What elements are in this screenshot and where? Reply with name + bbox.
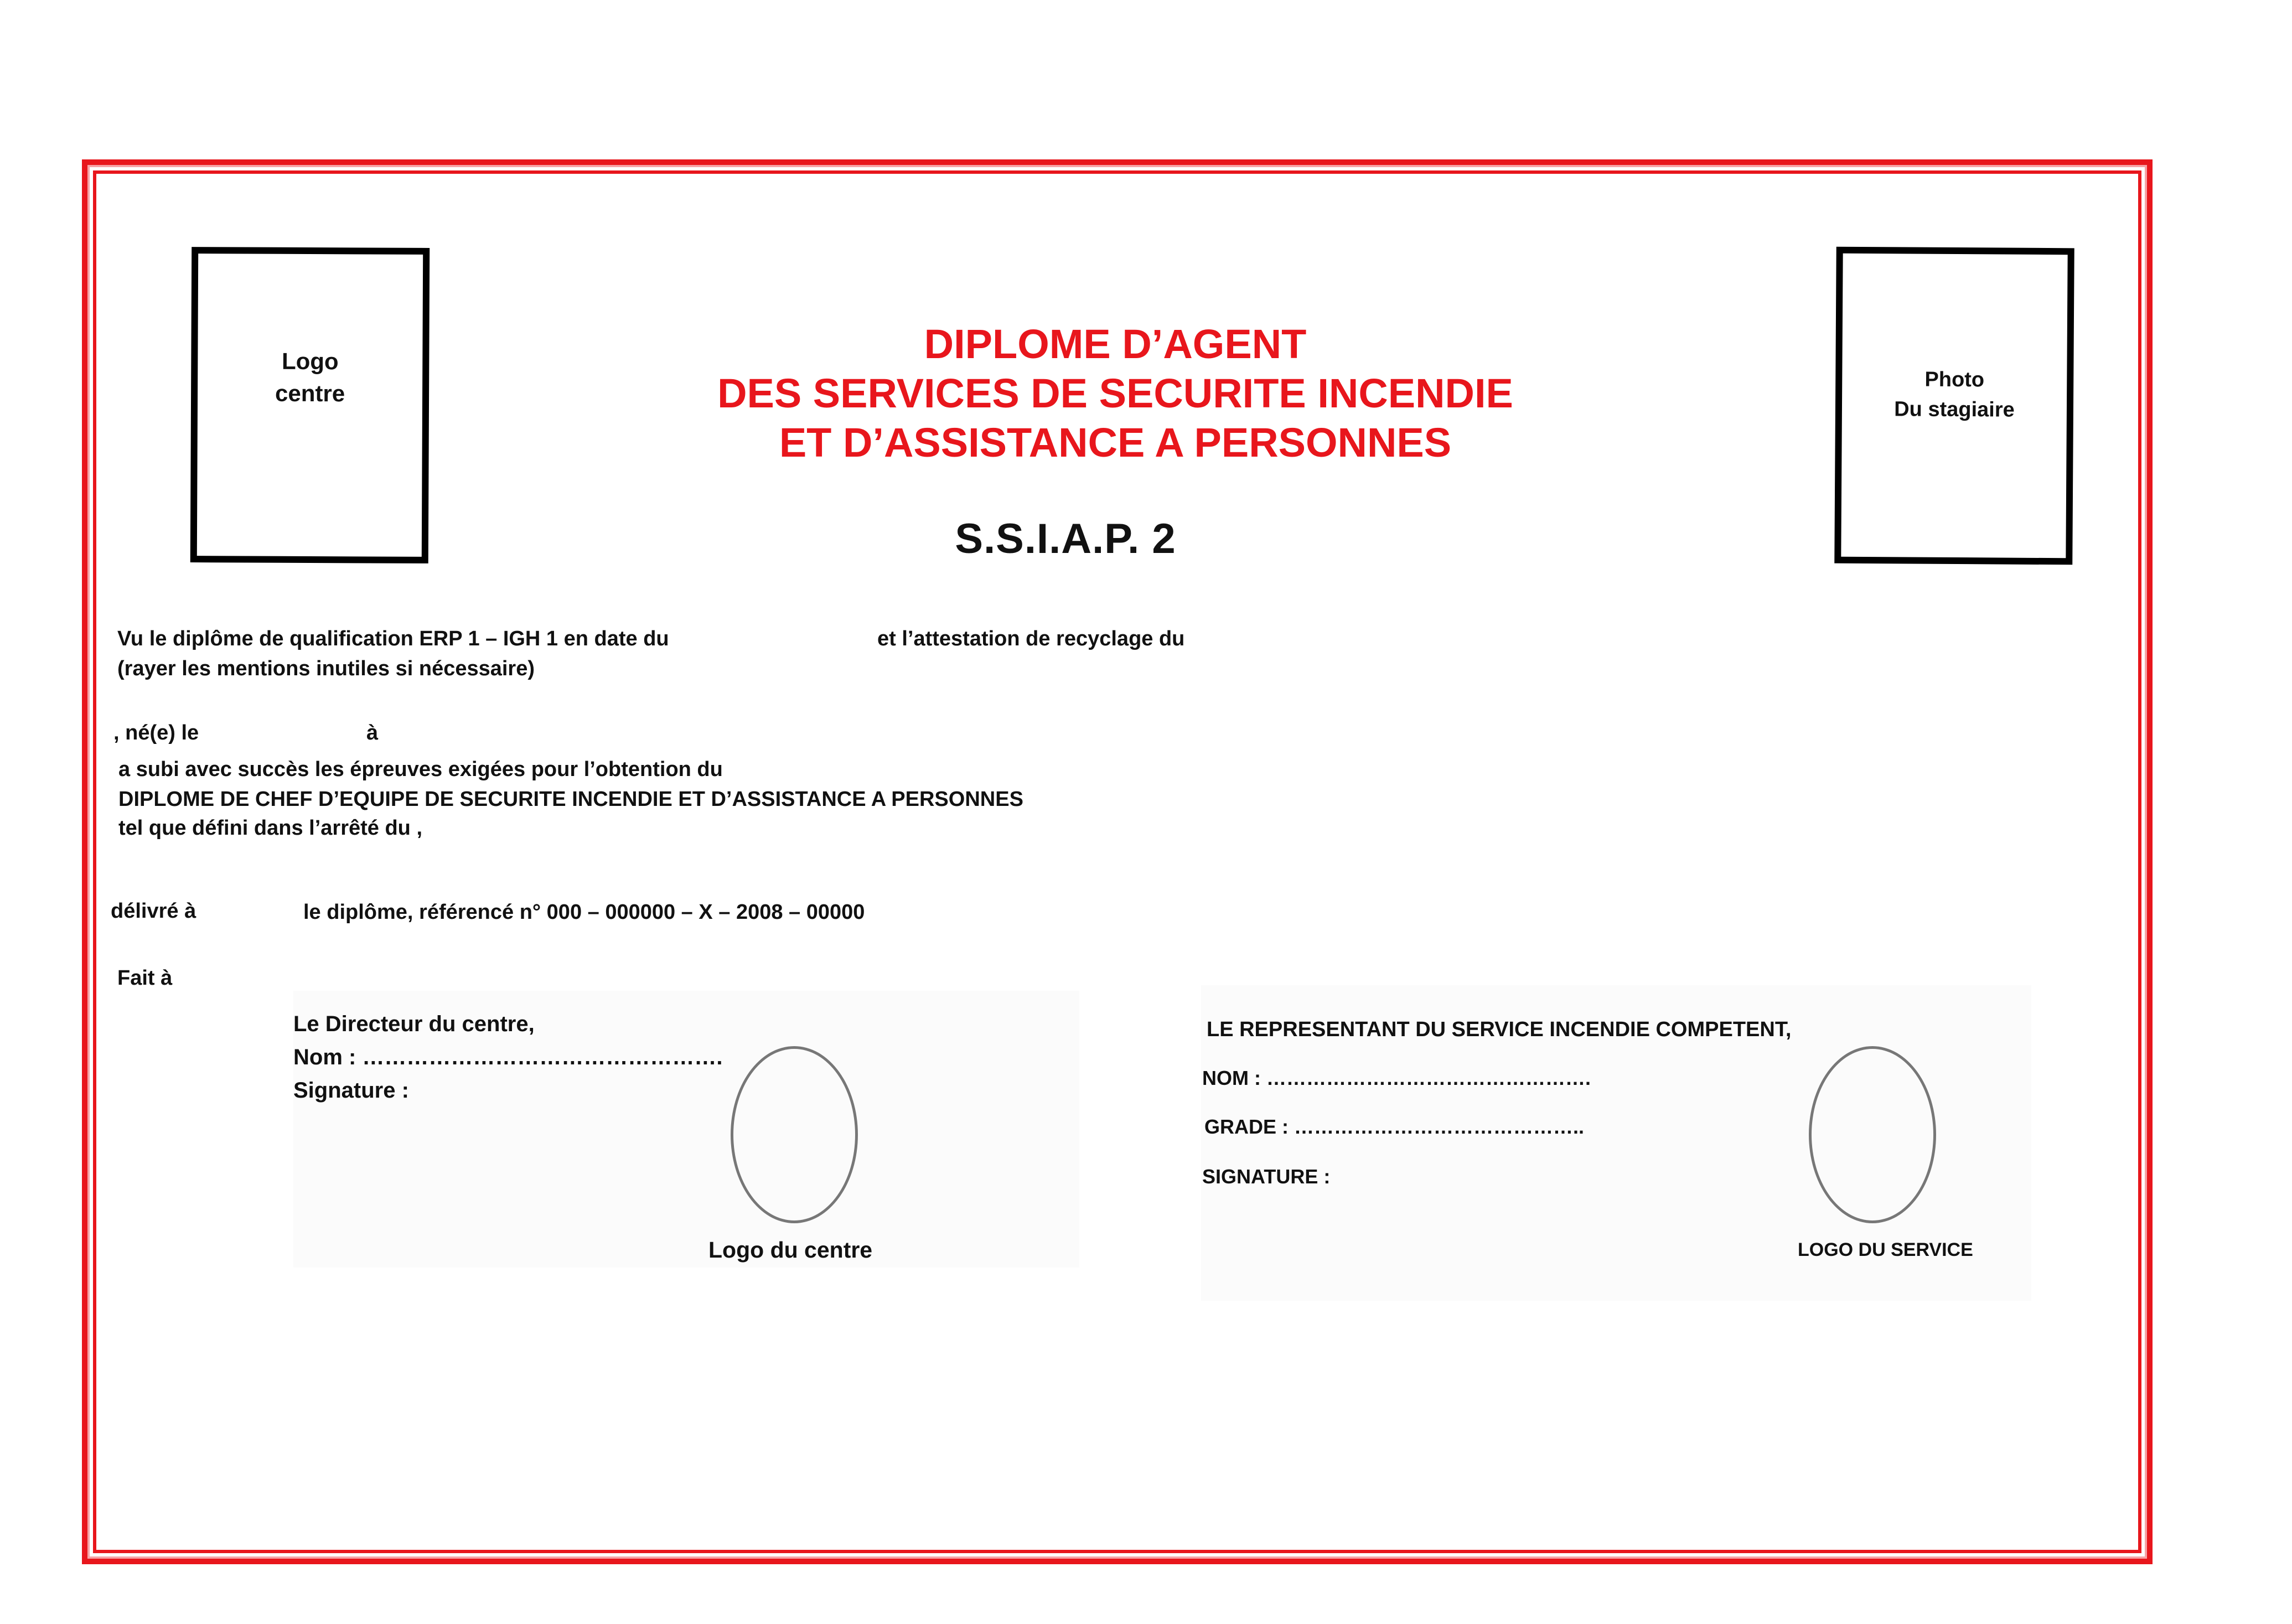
text-vu-diplome: Vu le diplôme de qualification ERP 1 – IGH 1 en date du: [117, 627, 669, 650]
logo-box-label-line2: centre: [275, 380, 345, 407]
representative-signature-label: SIGNATURE :: [1202, 1165, 1331, 1188]
text-delivre-a: délivré à: [111, 899, 196, 923]
director-title: Le Directeur du centre,: [293, 1012, 535, 1036]
centre-stamp-circle: [731, 1046, 858, 1223]
director-name-field: Nom : ………………………………………….: [293, 1045, 723, 1069]
text-subi-epreuves: a subi avec succès les épreuves exigées pour l’obtention du: [118, 758, 723, 781]
photo-box-label-line1: Photo: [1924, 368, 1985, 392]
service-logo-label: LOGO DU SERVICE: [1798, 1239, 1973, 1260]
diploma-title-line1: DIPLOME D’AGENT: [924, 321, 1307, 367]
representative-grade-field: GRADE : ……………………………………..: [1204, 1115, 1585, 1138]
text-fait-a: Fait à: [117, 966, 173, 990]
photo-placeholder-box: [1834, 247, 2074, 565]
service-stamp-circle: [1809, 1046, 1936, 1223]
text-reference-diplome: le diplôme, référencé n° 000 – 000000 – X – 2008 – 00000: [303, 901, 865, 924]
text-diplome-chef-equipe: DIPLOME DE CHEF D’EQUIPE DE SECURITE INCENDIE ET D’ASSISTANCE A PERSONNES: [118, 788, 1023, 811]
representative-title: LE REPRESENTANT DU SERVICE INCENDIE COMPETENT,: [1207, 1018, 1792, 1041]
photo-box-label-line2: Du stagiaire: [1894, 397, 2015, 422]
director-signature-label: Signature :: [293, 1078, 409, 1103]
text-attestation-recyclage: et l’attestation de recyclage du: [877, 627, 1185, 650]
text-lieu-a: à: [366, 721, 379, 744]
ssiap-level-heading: S.S.I.A.P. 2: [955, 515, 1176, 562]
diploma-title-line2: DES SERVICES DE SECURITE INCENDIE: [717, 370, 1513, 416]
text-arrete: tel que défini dans l’arrêté du ,: [118, 816, 422, 840]
diploma-title-line3: ET D’ASSISTANCE A PERSONNES: [779, 420, 1452, 466]
centre-logo-label: Logo du centre: [708, 1237, 873, 1263]
representative-name-field: NOM : ………………………………………….: [1202, 1067, 1591, 1089]
logo-placeholder-box: [190, 247, 430, 563]
text-ne-le: , né(e) le: [113, 721, 199, 744]
text-rayer-mentions: (rayer les mentions inutiles si nécessaire): [117, 657, 535, 680]
logo-box-label-line1: Logo: [281, 348, 339, 375]
